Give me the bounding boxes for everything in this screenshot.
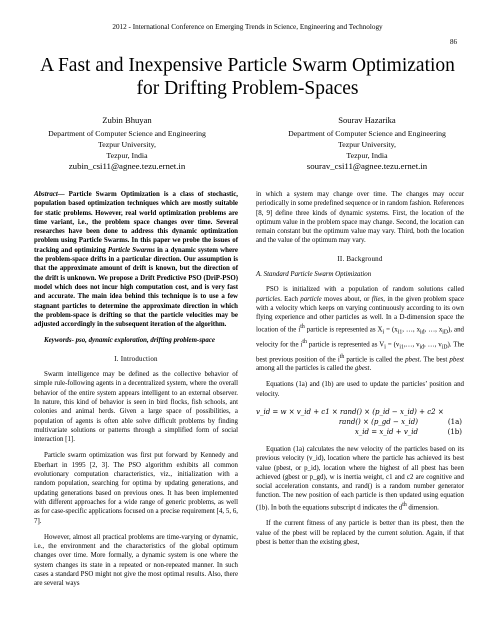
text: ), and velocity for the i	[256, 325, 464, 348]
abstract-italic: Particle Swarms	[107, 246, 155, 254]
text: .	[369, 365, 372, 373]
equation-1b: x_id = x_id + v_id	[354, 427, 418, 436]
text: moves about, or	[321, 295, 372, 303]
author-block-1	[42, 115, 212, 172]
equation-intro: Equations (1a) and (1b) are used to update the particles’ position and velocity.	[256, 381, 464, 398]
equation-1a-tag: (1a)	[447, 417, 462, 426]
intro-paragraph-1: Swarm intelligence may be defined as the collective behavior of simple rule-following agents in a decentralized system, where the overall behavior of the entire system appears intelligent to an external observer. In nature, this kind of behavior is seen in bird flocks, fish schools, ant colonies and animal herds. Given a large space of possibilities, a population of agents is often able solve difficult problems by finding multivariate solutions or patterns through a simplified form of social interaction [1].	[34, 371, 238, 444]
section-heading-introduction: I. Introduction	[114, 354, 158, 363]
abstract-text: Particle Swarm Optimization is a class of stochastic, population based optimization techniques which are mostly suitable for static problems. However, real world optimization problems are time variant, i.e., the problem space changes over time. Several researches have been done to address this dynamic optimization problem using Particle Swarms. In this paper we probe the issues of tracking and optimizing	[34, 191, 238, 254]
author-name: Zubin Bhuyan	[102, 115, 152, 125]
text: th	[402, 501, 407, 508]
abstract	[34, 190, 238, 329]
text: dimension.	[406, 504, 439, 512]
abstract-text-2: in a dynamic system where the problem-space drifts in a particular direction. Our assumption is that the approximate amount of drift is known, but the direction of the drift is unknown. We propose a Drift Predictive PSO (DriP-PSO) model which does not incur high computation cost, and is very fast and accurate. The main idea behind this technique is to use a few stagnant particles to determine the approximate direction in which the problem-space is drifting so that the particle velocities may be adjusted accordingly in the subsequent iteration of the algorithm.	[34, 246, 238, 329]
page-number: 86	[450, 38, 457, 46]
intro-paragraph-3: However, almost all practical problems are time-varying or dynamic, i.e., the environment and the characteristics of the global optimum changes over time. More formally, a dynamic system is one where the system changes its state in a repeated or non-repeated manner. In such cases a standard PSO might not give the most optimal results. Also, there are several ways	[34, 533, 238, 588]
intro-paragraph-2: Particle swarm optimization was first put forward by Kennedy and Eberhart in 1995 [2, 3]. The PSO algorithm exhibits all common evolutionary computation characteristics, viz., initialization with a random population, searching for optima by updating generations, and updating generations based on previous ones. It has been implemented with different approaches for a wide range of generic problems, as well as for case-specific applications focused on a precise requirement [4, 5, 6, 7].	[34, 452, 238, 525]
keywords: Keywords- pso, dynamic exploration, drifting problem-space	[44, 337, 215, 345]
equation-1a-line-1: v_id = w × v_id + c1 × rand() × (p_id − x_id) + c2 ×	[256, 407, 444, 416]
text: among all the particles is called the	[256, 365, 355, 373]
conference-header: 2012 - International Conference on Emerging Trends in Science, Engineering and Technology	[112, 23, 383, 31]
right-paragraph-1: in which a system may change over time. The changes may occur periodically in some predefined sequence or in random fashion. References [8, 9] define three kinds of dynamic systems. First, the location of the optimum value in the problem space may change. Second, the location can remain constant but the optimum value may vary. Third, both the location and the value of the optimum may vary.	[256, 191, 464, 245]
text: = (x	[384, 325, 398, 333]
text: Equation (1a) calculates the new velocity of the particles based on its previous velocity (v_id), location where the particle has achieved its best value (pbest, or p_id), location where the highest of all pbest has been achieved (gbest or p_gd), w is inertia weight, c1 and c2 are cognitive and social acceleration constants, and rand() is a random number generator function. The new position of each particle is then updated using equation (1b). In both the equations subscript d indicates the d	[256, 445, 464, 512]
equation-1a-line-2: rand() × (p_gd − x_id)	[338, 417, 418, 426]
title-line-2: for Drifting Problem-Spaces	[136, 78, 359, 99]
author-name: Sourav Hazarika	[338, 115, 396, 125]
abstract-label: Abstract—	[34, 191, 65, 198]
text: particle is represented as V	[306, 340, 385, 348]
author-email[interactable]: sourav_csi11@agnee.tezu.ernet.in	[306, 161, 428, 171]
title-line-1: A Fast and Inexpensive Particle Swarm Optimization	[40, 55, 455, 76]
right-column	[256, 190, 464, 547]
equation-explanation	[256, 445, 464, 512]
author-city: Tezpur, India	[106, 151, 148, 160]
left-column	[34, 190, 238, 589]
text: particle is called the	[344, 355, 406, 363]
paper-title	[20, 54, 475, 100]
author-dept: Department of Computer Science and Engineering	[288, 129, 446, 138]
text: , …, x	[402, 325, 421, 333]
pso-paragraph: PSO is initialized with a population of random solutions called particles. Each particle moves about, or flies, in the given problem space with a velocity which keeps on varying continuously according to its own flying experience and other particles as well. In a D-dimension space the location of the $i^{th}$ particle is represented as $X_i = (x_{i1}$, …, $x_{id}$, …, $x_{iD}$), and velocity for the $i^{th}$ particle is represented as $V_i$ = ($v_{i1},\dots$, $v_{id}$, …, $v_{iD}$). The best previous position of the $i^{th}$ particle is called the pbest. The best pbest among all the particles is called the gbest.	[256, 286, 465, 373]
text: pbest	[405, 355, 420, 363]
equation-block	[256, 407, 464, 437]
text: particle	[300, 295, 322, 303]
equation-1b-tag: (1b)	[447, 427, 462, 436]
text: particle is represented as X	[304, 325, 383, 333]
text: , …, v	[424, 340, 442, 348]
text: PSO is initialized with a population of random solutions called	[266, 286, 464, 294]
final-paragraph: If the current fitness of any particle is better than its pbest, then the value of the pbest will be replaced by the current solution. Again, if that pbest is better than the existing gbest,	[256, 520, 464, 546]
author-univ: Tezpur University,	[338, 140, 396, 149]
subsection-heading: A. Standard Particle Swarm Optimization	[256, 271, 372, 279]
text: = (v	[385, 340, 400, 348]
author-univ: Tezpur University,	[98, 140, 156, 149]
text: gbest	[354, 365, 370, 373]
text: . Each	[280, 295, 301, 303]
author-block-2	[274, 115, 460, 172]
author-email[interactable]: zubin_csi11@agnee.tezu.ernet.in	[68, 161, 186, 171]
text: particles	[256, 295, 281, 303]
text: flies	[371, 295, 384, 303]
author-city: Tezpur, India	[346, 151, 388, 160]
author-dept: Department of Computer Science and Engineering	[48, 129, 206, 138]
text: ,…, v	[403, 340, 420, 348]
text: . The best	[419, 355, 450, 363]
section-heading-background: II. Background	[337, 254, 383, 263]
text: , in the given problem space with a velocity which keeps on varying continuously according to its own flying experience and other particles as well. In a D-dimension space the location of the i	[256, 295, 464, 333]
text: pbest	[449, 355, 464, 363]
text: , …, x	[424, 325, 443, 333]
text: ). The best previous position of the i	[256, 340, 465, 363]
